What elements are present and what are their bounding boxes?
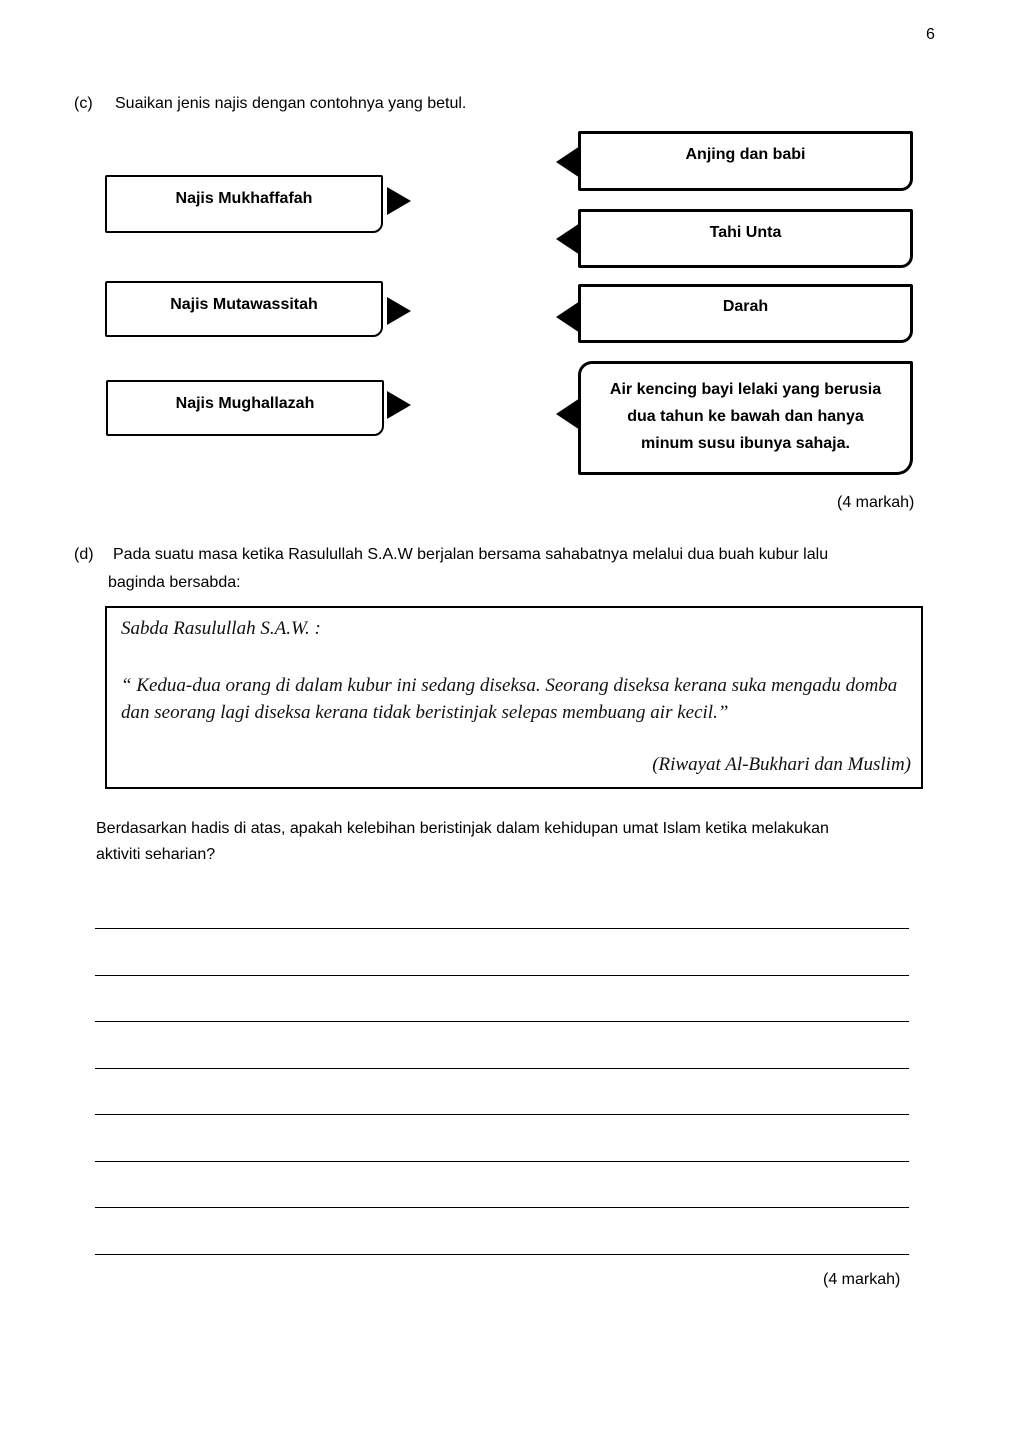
question-d-prompt-cont: aktiviti seharian?	[96, 846, 216, 863]
tahi-unta-box	[578, 209, 913, 268]
connector-arrow-icon	[556, 398, 580, 430]
air-kencing-bayi-box	[578, 361, 913, 475]
answer-line[interactable]	[95, 1114, 909, 1115]
connector-arrow-icon	[387, 297, 411, 325]
hadith-source: (Riwayat Al-Bukhari dan Muslim)	[652, 754, 911, 775]
connector-arrow-icon	[387, 187, 411, 215]
answer-line[interactable]	[95, 975, 909, 976]
answer-line[interactable]	[95, 1068, 909, 1069]
right-item-label: Anjing dan babi	[685, 146, 806, 163]
hadith-box	[105, 606, 923, 789]
answer-line[interactable]	[95, 1021, 909, 1022]
right-item-label: Tahi Unta	[709, 224, 782, 241]
question-d-intro-cont: baginda bersabda:	[108, 574, 241, 591]
darah-box	[578, 284, 913, 343]
connector-arrow-icon	[387, 391, 411, 419]
marks-label: (4 markah)	[823, 1271, 901, 1288]
hadith-intro: Sabda Rasulullah S.A.W. :	[121, 618, 321, 639]
connector-arrow-icon	[556, 301, 580, 333]
right-item-label-line: minum susu ibunya sahaja.	[641, 435, 850, 452]
hadith-quote: “ Kedua-dua orang di dalam kubur ini sedang diseksa. Seorang diseksa kerana suka mengadu domba dan seorang lagi diseksa kerana tidak beristinjak selepas membuang air kecil.”	[121, 675, 898, 723]
question-d-intro: Pada suatu masa ketika Rasulullah S.A.W berjalan bersama sahabatnya melalui dua buah kubur lalu	[113, 546, 829, 563]
answer-line[interactable]	[95, 928, 909, 929]
right-item-label-line: dua tahun ke bawah dan hanya	[627, 408, 864, 425]
question-c-label: (c)	[74, 95, 93, 112]
marks-label: (4 markah)	[837, 494, 915, 511]
connector-arrow-icon	[556, 146, 580, 178]
left-item-label: Najis Mughallazah	[175, 395, 315, 412]
anjing-dan-babi-box	[578, 131, 913, 191]
najis-mukhaffafah-box	[105, 175, 383, 233]
right-item-label-line: Air kencing bayi lelaki yang berusia	[609, 381, 882, 398]
right-item-label: Darah	[722, 298, 769, 315]
najis-mutawassitah-box	[105, 281, 383, 337]
left-item-label: Najis Mutawassitah	[170, 296, 318, 313]
connector-arrow-icon	[556, 223, 580, 255]
question-d-label: (d)	[74, 546, 94, 563]
answer-line[interactable]	[95, 1161, 909, 1162]
page-number: 6	[926, 26, 935, 43]
answer-line[interactable]	[95, 1207, 909, 1208]
answer-line[interactable]	[95, 1254, 909, 1255]
question-c-instruction: Suaikan jenis najis dengan contohnya yang betul.	[115, 95, 467, 112]
left-item-label: Najis Mukhaffafah	[175, 190, 313, 207]
najis-mughallazah-box	[106, 380, 384, 436]
question-d-prompt: Berdasarkan hadis di atas, apakah kelebihan beristinjak dalam kehidupan umat Islam ketika melakukan	[96, 820, 829, 837]
